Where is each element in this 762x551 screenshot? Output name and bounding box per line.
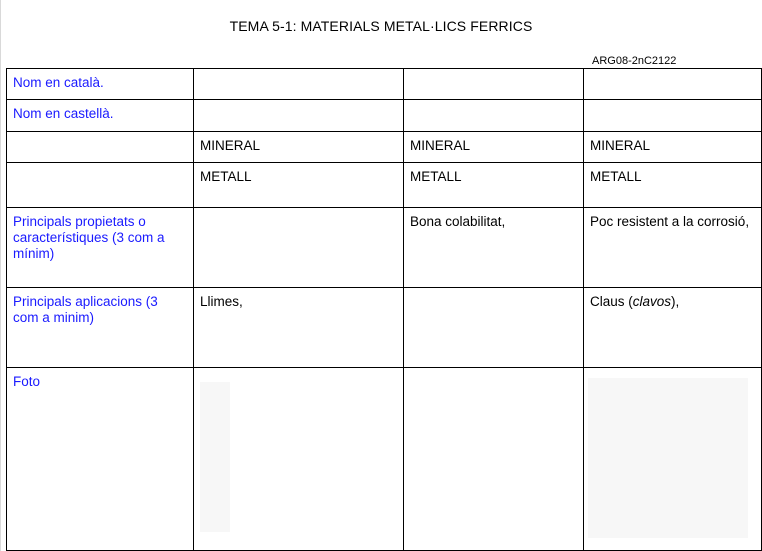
cell-properties-1[interactable] xyxy=(194,208,404,288)
cell-metall-1[interactable]: METALL xyxy=(194,163,404,208)
table-row xyxy=(7,100,762,132)
cell-name-es-3[interactable] xyxy=(584,100,762,132)
table-row xyxy=(7,132,762,163)
cell-properties-2[interactable]: Bona colabilitat, xyxy=(404,208,584,288)
faded-image-placeholder xyxy=(588,378,748,538)
faded-image-placeholder xyxy=(200,382,230,532)
cell-name-ca-1[interactable] xyxy=(194,69,404,100)
cell-metall-2[interactable]: METALL xyxy=(404,163,584,208)
page-left-edge xyxy=(0,0,4,551)
document-code: ARG08-2nC2122 xyxy=(592,55,677,67)
cell-name-ca-3[interactable] xyxy=(584,69,762,100)
page-title: TEMA 5-1: MATERIALS METAL·LICS FERRICS xyxy=(229,18,533,34)
applications-3-suffix: ), xyxy=(671,294,680,309)
table-row xyxy=(7,69,762,100)
row-label-mineral xyxy=(7,132,194,163)
cell-mineral-2[interactable]: MINERAL xyxy=(404,132,584,163)
photo-slot-3[interactable] xyxy=(584,368,762,551)
row-label-photo: Foto xyxy=(7,368,194,551)
table-row xyxy=(7,368,762,551)
cell-applications-1[interactable]: Llimes, xyxy=(194,288,404,368)
materials-table xyxy=(6,68,762,551)
table-row xyxy=(7,208,762,288)
row-label-metall xyxy=(7,163,194,208)
photo-slot-1[interactable] xyxy=(194,368,404,551)
applications-3-italic: clavos xyxy=(632,294,672,309)
table-row xyxy=(7,288,762,368)
cell-name-ca-2[interactable] xyxy=(404,69,584,100)
cell-properties-3[interactable]: Poc resistent a la corrosió, xyxy=(584,208,762,288)
cell-name-es-2[interactable] xyxy=(404,100,584,132)
applications-3-prefix: Claus ( xyxy=(590,294,633,309)
photo-slot-2[interactable] xyxy=(404,368,584,551)
row-label-name-ca: Nom en català. xyxy=(7,69,194,100)
cell-mineral-3[interactable]: MINERAL xyxy=(584,132,762,163)
cell-name-es-1[interactable] xyxy=(194,100,404,132)
cell-applications-3[interactable] xyxy=(584,288,762,368)
row-label-applications: Principals aplicacions (3 com a minim) xyxy=(7,288,194,368)
cell-applications-2[interactable] xyxy=(404,288,584,368)
cell-mineral-1[interactable]: MINERAL xyxy=(194,132,404,163)
row-label-properties: Principals propietats o característiques (3 com a mínim) xyxy=(7,208,194,288)
cell-metall-3[interactable]: METALL xyxy=(584,163,762,208)
table-row xyxy=(7,163,762,208)
row-label-name-es: Nom en castellà. xyxy=(7,100,194,132)
